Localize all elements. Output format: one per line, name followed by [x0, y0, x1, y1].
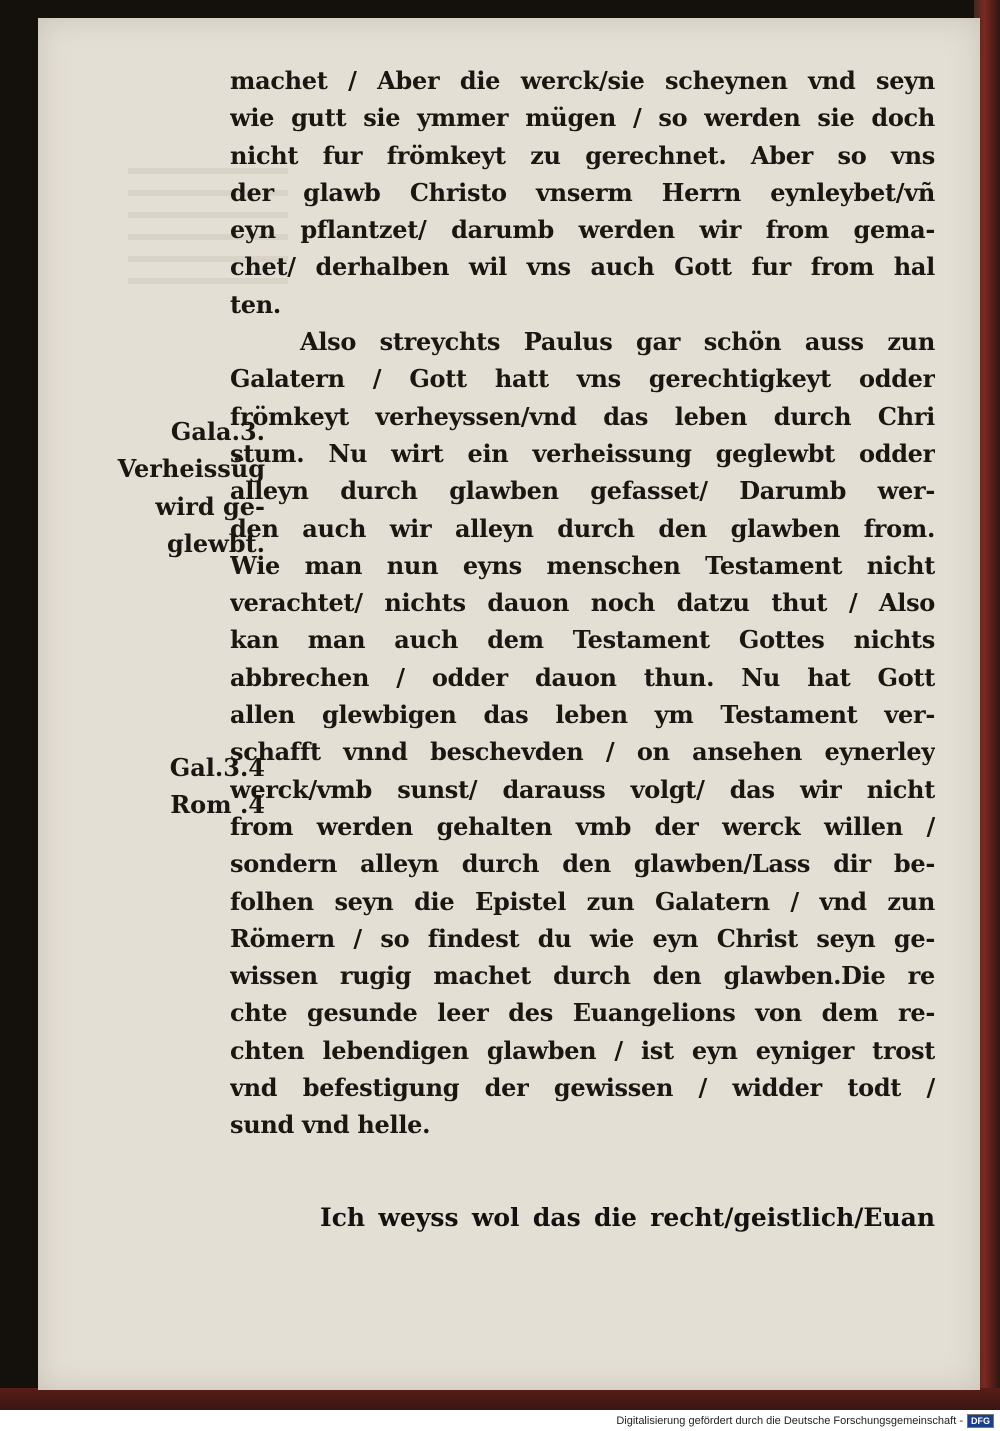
text-line: folhen seyn die Epistel zun Galatern / vnd zun: [230, 886, 935, 916]
text-line: eyn pflantzet/ darumb werden wir from gema-: [230, 215, 935, 245]
text-line: werck/vmb sunst/ darauss volgt/ das wir nicht: [230, 774, 935, 804]
text-line: frömkeyt verheyssen/vnd das leben durch Chri: [230, 401, 935, 431]
text-line: Römern / so findest du wie eyn Christ seyn ge-: [230, 923, 935, 953]
funding-credit: Digitalisierung gefördert durch die Deutsche Forschungsgemeinschaft -: [616, 1414, 963, 1427]
margin-note: wird ge-: [155, 491, 265, 521]
text-line: ten.: [230, 289, 281, 319]
text-line: Galatern / Gott hatt vns gerechtigkeyt odder: [230, 364, 935, 394]
margin-note: Gal.3.4: [169, 752, 265, 782]
text-line: wissen rugig machet durch den glawben.Die re: [230, 961, 935, 991]
text-line: wie gutt sie ymmer mügen / so werden sie doch: [230, 103, 935, 133]
text-line: chten lebendigen glawben / ist eyn eyniger trost: [230, 1035, 935, 1065]
text-line: allen glewbigen das leben ym Testament ver-: [230, 700, 935, 730]
margin-note: Rom .4: [170, 789, 265, 819]
text-line: den auch wir alleyn durch den glawben from.: [230, 513, 935, 543]
text-line: chet/ derhalben wil vns auch Gott fur from hal: [230, 252, 935, 282]
text-line: der glawb Christo vnserm Herrn eynleybet/vñ: [230, 177, 935, 207]
text-line: chte gesunde leer des Euangelions von dem re-: [230, 998, 935, 1028]
text-line: kan man auch dem Testament Gottes nichts: [230, 625, 935, 655]
margin-note: glewbt.: [166, 528, 265, 558]
text-line: stum. Nu wirt ein verheissung geglewbt odder: [230, 438, 935, 468]
footer-bar: [0, 1410, 1000, 1431]
text-line: sondern alleyn durch den glawben/Lass dir be-: [230, 849, 935, 879]
margin-note: Gala.3.: [170, 417, 265, 446]
catchword-line: Ich weyss wol das die recht/geistlich/Euan: [320, 1203, 935, 1232]
margin-notes: [60, 413, 265, 823]
margin-note: Verheissüg: [117, 454, 265, 484]
text-line: Wie man nun eyns menschen Testament nicht: [230, 550, 935, 580]
text-line: nicht fur frömkeyt zu gerechnet. Aber so vns: [230, 140, 935, 170]
text-line: vnd befestigung der gewissen / widder todt /: [230, 1073, 935, 1103]
text-line: alleyn durch glawben gefasset/ Darumb wer-: [230, 476, 935, 506]
main-text-block: [230, 62, 935, 1144]
text-line: sund vnd helle.: [230, 1110, 431, 1140]
text-line: Also streychts Paulus gar schön auss zun: [300, 327, 935, 357]
text-line: from werden gehalten vmb der werck willen /: [230, 811, 935, 841]
text-line: machet / Aber die werck/sie scheynen vnd seyn: [230, 66, 935, 95]
book-edge-bottom: [0, 1388, 1000, 1410]
text-line: schafft vnnd beschevden / on ansehen eynerley: [230, 737, 935, 767]
text-line: abbrechen / odder dauon thun. Nu hat Gott: [230, 662, 935, 692]
dfg-logo: DFG: [967, 1414, 994, 1428]
text-line: verachtet/ nichts dauon noch datzu thut / Also: [230, 588, 935, 618]
